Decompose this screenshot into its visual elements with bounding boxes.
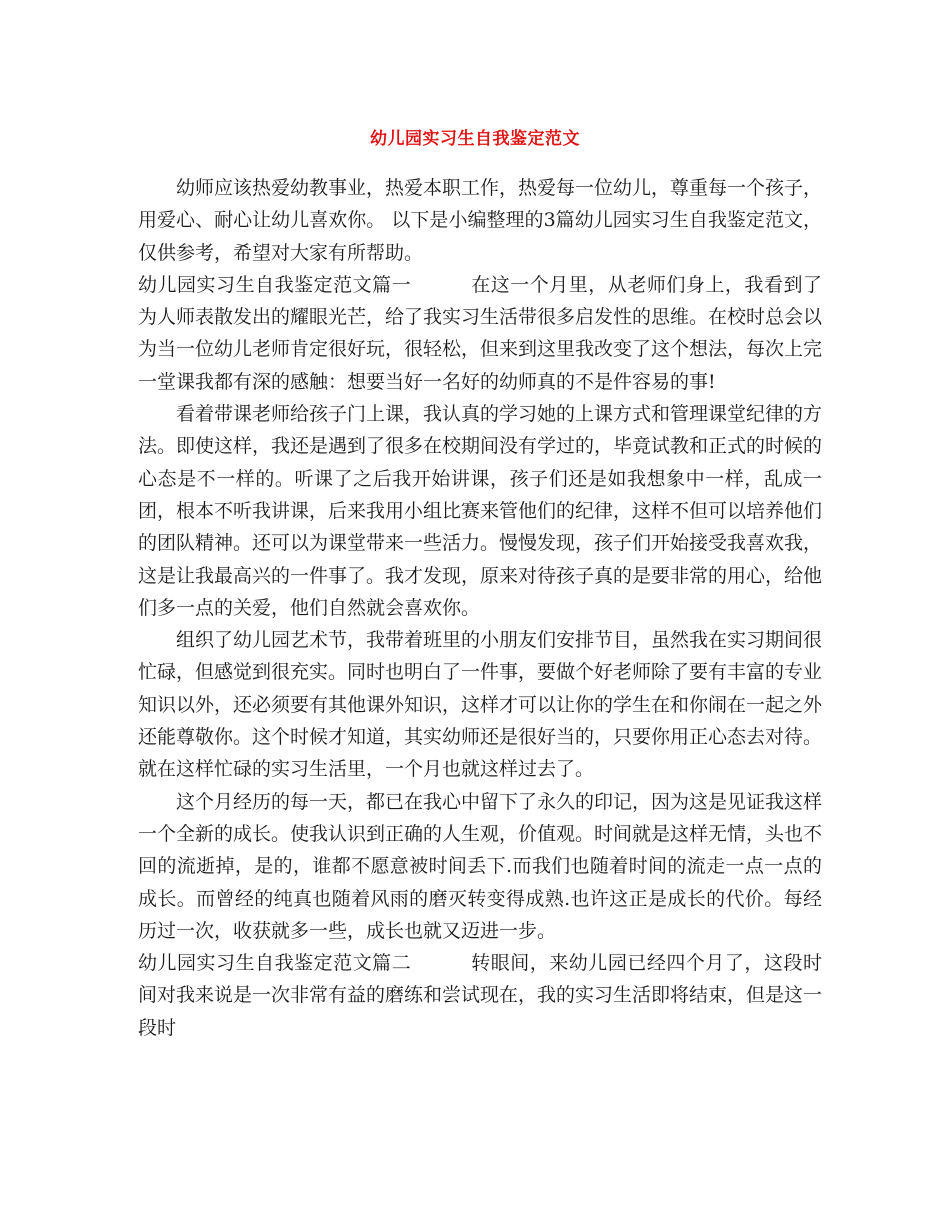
document-body xyxy=(138,172,822,1044)
body-paragraph-4: 这个月经历的每一天，都已在我心中留下了永久的印记，因为这是见证我这样一个全新的成长。使我认识到正确的人生观，价值观。时间就是这样无情，头也不回的流逝掉，是的，谁都不愿意被时间丢下.而我们也随着时间的流走一点一点的成长。而曾经的纯真也随着风雨的磨灭转变得成熟.也许这正是成长的代价。每经历过一次，收获就多一些，成长也就又迈进一步。 xyxy=(138,790,823,942)
section-one-heading: 幼儿园实习生自我鉴定范文篇一 xyxy=(138,273,412,296)
section-two-text: 转眼间，来幼儿园已经四个月了，这段时间对我来说是一次非常有益的磨练和尝试现在，我的实习生活即将结束，但是这一段时 xyxy=(138,952,823,1039)
body-paragraph-1: 看着带课老师给孩子门上课，我认真的学习她的上课方式和管理课堂纪律的方法。即使这样，我还是遇到了很多在校期间没有学过的，毕竟试教和正式的时候的心态是不一样的。听课了之后我开始讲课，孩子们还是如我想象中一样，乱成一团，根本不听我讲课，后来我用小组比赛来管他们的纪律，这样不但可以培养他们的团队精神。还可以为课堂带来一些活力。慢慢发现，孩子们开始接受我喜欢我，这是让我最高兴的一件事了。我才发现，原来对待孩子真的是要非常的用心，给他们多一点的关爱，他们自然就会喜欢你。 xyxy=(138,403,823,619)
body-paragraph-3: 就在这样忙碌的实习生活里，一个月也就这样过去了。 xyxy=(138,758,595,781)
document-title: 幼儿园实习生自我鉴定范文 xyxy=(370,129,580,149)
section-one-paragraph xyxy=(138,269,822,398)
section-two-heading: 幼儿园实习生自我鉴定范文篇二 xyxy=(138,952,412,975)
intro-paragraph: 幼师应该热爱幼教事业，热爱本职工作，热爱每一位幼儿，尊重每一个孩子，用爱心、耐心让幼儿喜欢你。 以下是小编整理的3篇幼儿园实习生自我鉴定范文，仅供参考，希望对大家有所帮助。 xyxy=(138,177,823,264)
body-paragraph-2: 组织了幼儿园艺术节，我带着班里的小朋友们安排节目，虽然我在实习期间很忙碌，但感觉到很充实。同时也明白了一件事，要做个好老师除了要有丰富的专业知识以外，还必须要有其他课外知识，这样才可以让你的学生在和你闹在一起之外还能尊敬你。这个时候才知道，其实幼师还是很好当的，只要你用正心态去对待。 xyxy=(138,629,823,749)
section-one-text: 在这一个月里，从老师们身上，我看到了为人师表散发出的耀眼光芒，给了我实习生活带很多启发性的思维。在校时总会以为当一位幼儿老师肯定很好玩，很轻松，但来到这里我改变了这个想法，每次上完一堂课我都有深的感触：想要当好一名好的幼师真的不是件容易的事! xyxy=(138,273,823,393)
section-two-paragraph xyxy=(138,947,822,1044)
